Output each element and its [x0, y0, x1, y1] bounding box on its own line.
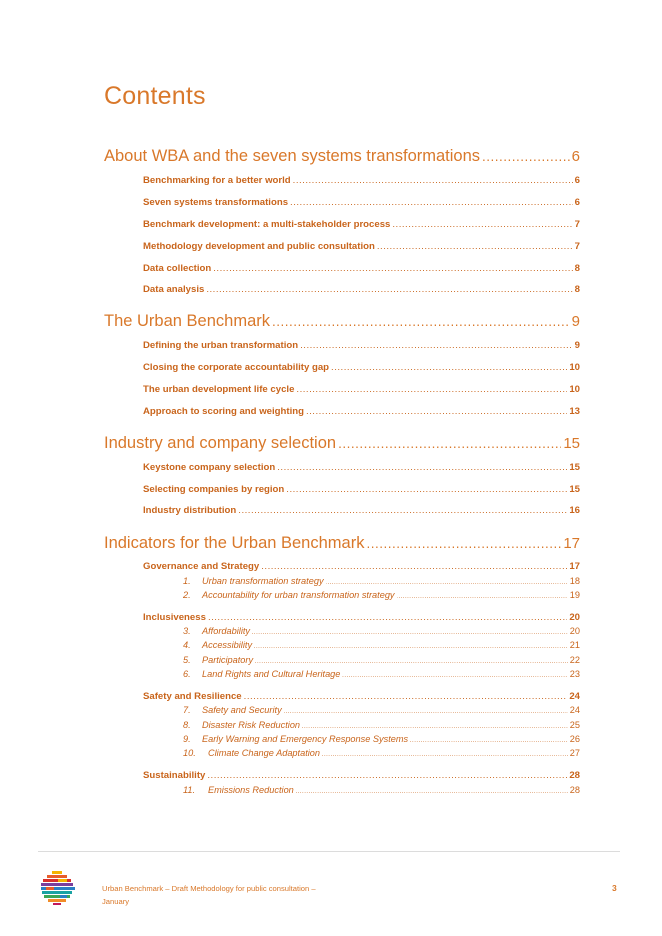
toc-page-number: 10	[569, 384, 580, 395]
dot-leader	[207, 770, 567, 781]
toc-entry[interactable]	[143, 175, 580, 186]
toc-entry[interactable]	[143, 362, 580, 373]
toc-page-number: 10	[569, 362, 580, 373]
toc-entry-title: Benchmarking for a better world	[143, 175, 291, 186]
footer-document-title: Urban Benchmark – Draft Methodology for public consultation – January	[102, 884, 316, 906]
toc-entry-title: Disaster Risk Reduction	[202, 720, 301, 730]
toc-page-number: 15	[569, 462, 580, 473]
toc-page-number: 19	[569, 590, 580, 600]
indicator-number: 1.	[183, 576, 191, 586]
toc-entry-title: The Urban Benchmark	[104, 312, 270, 330]
dot-leader	[290, 197, 573, 208]
dot-leader	[272, 314, 570, 329]
toc-page-number: 18	[569, 576, 580, 586]
dot-leader	[252, 630, 568, 636]
dot-leader	[261, 561, 567, 572]
toc-entry-title: Closing the corporate accountability gap	[143, 362, 330, 373]
toc-entry-title: Safety and Resilience	[143, 691, 242, 702]
toc-entry-title: Indicators for the Urban Benchmark	[104, 534, 365, 552]
toc-page-number: 28	[569, 785, 580, 795]
toc-page-number: 9	[571, 313, 580, 330]
indicator-number: 10.	[183, 748, 196, 758]
dot-leader	[482, 149, 570, 164]
toc-page-number: 22	[569, 655, 580, 665]
toc-entry-title: Urban transformation strategy	[202, 576, 324, 586]
toc-indicator-entry[interactable]	[183, 785, 580, 795]
indicator-number: 6.	[183, 669, 191, 679]
dot-leader	[213, 263, 572, 274]
toc-section-about-wba[interactable]	[104, 147, 580, 166]
toc-entry-title: Climate Change Adaptation	[208, 748, 321, 758]
toc-entry[interactable]	[143, 462, 580, 473]
toc-page-number: 26	[569, 734, 580, 744]
dot-leader	[300, 340, 573, 351]
toc-page-number: 6	[574, 197, 580, 208]
toc-page-number: 20	[569, 612, 580, 623]
toc-indicator-entry[interactable]	[183, 655, 580, 665]
indicator-number: 2.	[183, 590, 191, 600]
dot-leader	[366, 536, 561, 551]
toc-page-number: 7	[574, 241, 580, 252]
toc-section-indicators[interactable]	[104, 534, 580, 553]
toc-page-number: 25	[569, 720, 580, 730]
toc-entry-title: Approach to scoring and weighting	[143, 406, 304, 417]
toc-entry[interactable]	[143, 197, 580, 208]
dot-leader	[284, 709, 568, 715]
toc-page-number: 15	[569, 484, 580, 495]
dot-leader	[322, 752, 568, 758]
dot-leader	[206, 284, 572, 295]
toc-page-number: 8	[574, 263, 580, 274]
toc-entry-title: Defining the urban transformation	[143, 340, 299, 351]
indicator-number: 11.	[183, 785, 196, 795]
footer-divider	[38, 851, 620, 852]
toc-entry-title: Accountability for urban transformation strategy	[202, 590, 395, 600]
toc-page-number: 13	[569, 406, 580, 417]
toc-entry[interactable]	[143, 219, 580, 230]
dot-leader	[306, 406, 567, 417]
toc-entry-title: Governance and Strategy	[143, 561, 260, 572]
toc-page-number: 16	[569, 505, 580, 516]
toc-page-number: 23	[569, 669, 580, 679]
toc-entry-title: About WBA and the seven systems transformations	[104, 147, 481, 165]
dot-leader	[410, 738, 568, 744]
dot-leader	[296, 789, 568, 795]
dot-leader	[293, 175, 573, 186]
toc-page-number: 27	[569, 748, 580, 758]
toc-entry-title: Industry distribution	[143, 505, 237, 516]
toc-entry-title: Early Warning and Emergency Response Systems	[202, 734, 409, 744]
toc-indicator-entry[interactable]	[183, 626, 580, 636]
toc-entry-title: Data analysis	[143, 284, 205, 295]
toc-entry[interactable]	[143, 505, 580, 516]
toc-entry[interactable]	[143, 691, 580, 702]
dot-leader	[342, 673, 567, 679]
indicator-number: 9.	[183, 734, 191, 744]
toc-entry[interactable]	[143, 612, 580, 623]
indicator-number: 3.	[183, 626, 191, 636]
dot-leader	[286, 484, 567, 495]
toc-page-number: 9	[574, 340, 580, 351]
indicator-number: 7.	[183, 705, 191, 715]
toc-page-number: 24	[569, 705, 580, 715]
toc-entry-title: Sustainability	[143, 770, 206, 781]
toc-entry[interactable]	[143, 284, 580, 295]
toc-indicator-entry[interactable]	[183, 669, 580, 679]
dot-leader	[244, 691, 568, 702]
toc-page-number: 8	[574, 284, 580, 295]
toc-entry-title: Industry and company selection	[104, 434, 337, 452]
indicator-number: 4.	[183, 640, 191, 650]
toc-entry[interactable]	[143, 484, 580, 495]
toc-entry[interactable]	[143, 770, 580, 781]
toc-page-number: 6	[574, 175, 580, 186]
dot-leader	[255, 659, 568, 665]
toc-entry[interactable]	[143, 263, 580, 274]
toc-entry-title: Methodology development and public consultation	[143, 241, 375, 252]
toc-page-number: 24	[569, 691, 580, 702]
dot-leader	[254, 644, 568, 650]
dot-leader	[238, 505, 567, 516]
toc-entry-title: Participatory	[202, 655, 254, 665]
dot-leader	[377, 241, 573, 252]
dot-leader	[392, 219, 572, 230]
dot-leader	[277, 462, 567, 473]
toc-entry[interactable]	[143, 561, 580, 572]
dot-leader	[331, 362, 567, 373]
toc-page-number: 21	[569, 640, 580, 650]
footer-page-number: 3	[612, 883, 617, 893]
dot-leader	[338, 436, 561, 451]
toc-page-number: 15	[563, 435, 580, 452]
toc-entry-title: Benchmark development: a multi-stakeholder process	[143, 219, 391, 230]
toc-entry-title: Emissions Reduction	[208, 785, 294, 795]
toc-entry-title: Keystone company selection	[143, 462, 276, 473]
toc-section-industry-selection[interactable]	[104, 434, 580, 453]
indicator-number: 8.	[183, 720, 191, 730]
toc-page-number: 17	[563, 535, 580, 552]
toc-page-number: 17	[569, 561, 580, 572]
toc-indicator-entry[interactable]	[183, 705, 580, 715]
toc-page-number: 28	[569, 770, 580, 781]
indicator-number: 5.	[183, 655, 191, 665]
toc-entry-title: Accessibility	[202, 640, 253, 650]
toc-page-number: 7	[574, 219, 580, 230]
toc-indicator-entry[interactable]	[183, 734, 580, 744]
toc-entry-title: Land Rights and Cultural Heritage	[202, 669, 341, 679]
toc-page-number: 6	[571, 148, 580, 165]
dot-leader	[208, 612, 567, 623]
toc-entry-title: Inclusiveness	[143, 612, 206, 623]
toc-entry-title: Seven systems transformations	[143, 197, 289, 208]
dot-leader	[296, 384, 567, 395]
toc-entry-title: Data collection	[143, 263, 212, 274]
toc-entry[interactable]	[143, 241, 580, 252]
dot-leader	[397, 594, 568, 600]
toc-indicator-entry[interactable]	[183, 748, 580, 758]
dot-leader	[302, 724, 568, 730]
dot-leader	[326, 580, 568, 586]
toc-entry[interactable]	[143, 384, 580, 395]
wba-logo-icon	[38, 870, 76, 906]
toc-section-urban-benchmark[interactable]	[104, 312, 580, 331]
toc-entry-title: The urban development life cycle	[143, 384, 295, 395]
toc-entry-title: Affordability	[202, 626, 251, 636]
toc-entry-title: Safety and Security	[202, 705, 282, 715]
toc-indicator-entry[interactable]	[183, 590, 580, 600]
page-title: Contents	[104, 82, 206, 110]
toc-indicator-entry[interactable]	[183, 640, 580, 650]
toc-indicator-entry[interactable]	[183, 720, 580, 730]
toc-page-number: 20	[569, 626, 580, 636]
toc-entry[interactable]	[143, 340, 580, 351]
toc-entry-title: Selecting companies by region	[143, 484, 285, 495]
toc-indicator-entry[interactable]	[183, 576, 580, 586]
toc-entry[interactable]	[143, 406, 580, 417]
